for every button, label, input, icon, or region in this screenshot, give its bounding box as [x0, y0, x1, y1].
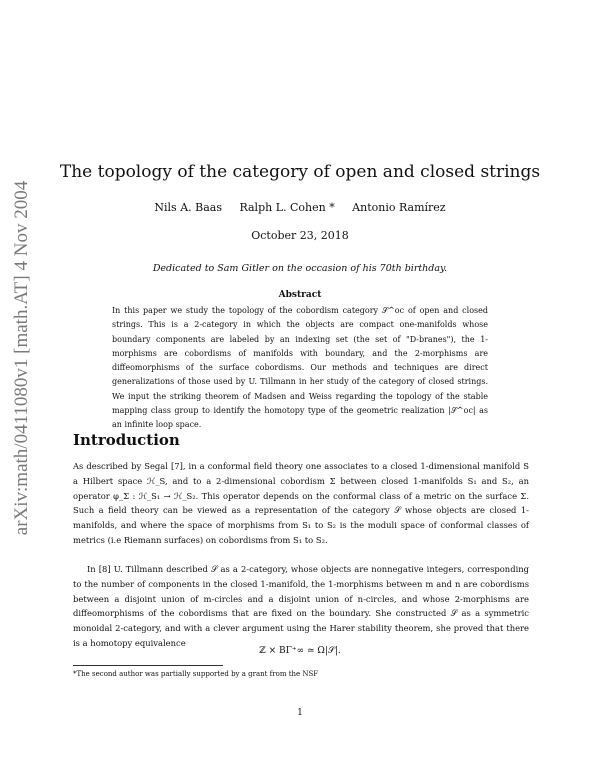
- arxiv-identifier: arXiv:math/0411080v1 [math.AT] 4 Nov 2004: [11, 180, 32, 536]
- paper-title: The topology of the category of open and closed strings: [59, 162, 541, 182]
- section-heading-introduction: Introduction: [73, 431, 180, 449]
- arxiv-sidebar-stamp: [2, 158, 42, 558]
- homotopy-equivalence-formula: ℤ × BΓ⁺∞ ≃ Ω|𝒮|.: [259, 646, 341, 656]
- author-list: Nils A. Baas Ralph L. Cohen * Antonio Ramírez: [154, 201, 446, 214]
- intro-paragraph-2: In [8] U. Tillmann described 𝒮 as a 2-category, whose objects are nonnegative integers, corresponding to the number of components in the closed 1-manifold, the 1-morphisms between m and n are cobordisms between a disjoint union of m-circles and a disjoint union of n-circles, and whose 2-morphisms are diffeomorphisms of the cobordisms that are fixed on the boundary. She constructed 𝒮 as a symmetric monoidal 2-category, and with a clever argument using the Harer stability theorem, she proved that there is a homotopy equivalence: [73, 564, 529, 648]
- paper-date: October 23, 2018: [251, 229, 349, 242]
- intro-paragraph-1: As described by Segal [7], in a conformal field theory one associates to a closed 1-dimensional manifold S a Hilbert space ℋ_S, and to a 2-dimensional cobordism Σ between closed 1-manifolds S₁ and S₂, an operator φ_Σ : ℋ_S₁ → ℋ_S₂. This operator depends on the conformal class of a metric on the surface Σ. Such a field theory can be viewed as a representation of the category 𝒮 whose objects are closed 1-manifolds, and where the space of morphisms from S₁ to S₂ is the moduli space of conformal classes of metrics (i.e Riemann surfaces) on cobordisms from S₁ to S₂.: [73, 461, 529, 545]
- page-number: 1: [297, 708, 303, 718]
- footnote-rule: [73, 665, 223, 666]
- abstract-heading: Abstract: [278, 290, 322, 300]
- footnote: *The second author was partially supported by a grant from the NSF: [73, 670, 319, 678]
- dedication: Dedicated to Sam Gitler on the occasion of his 70th birthday.: [152, 263, 448, 274]
- abstract-text: In this paper we study the topology of the cobordism category 𝒮^oc of open and closed strings. This is a 2-category in which the objects are compact one-manifolds whose boundary components are labeled by an indexing set (the set of "D-branes"), the 1-morphisms are cobordisms of manifolds with boundary, and the 2-morphisms are diffeomorphisms of the surface cobordisms. Our methods and techniques are direct generalizations of those used by U. Tillmann in her study of the category of closed strings. We input the striking theorem of Madsen and Weiss regarding the topology of the stable mapping class group to identify the homotopy type of the geometric realization |𝒮^oc| as an infinite loop space.: [112, 306, 488, 430]
